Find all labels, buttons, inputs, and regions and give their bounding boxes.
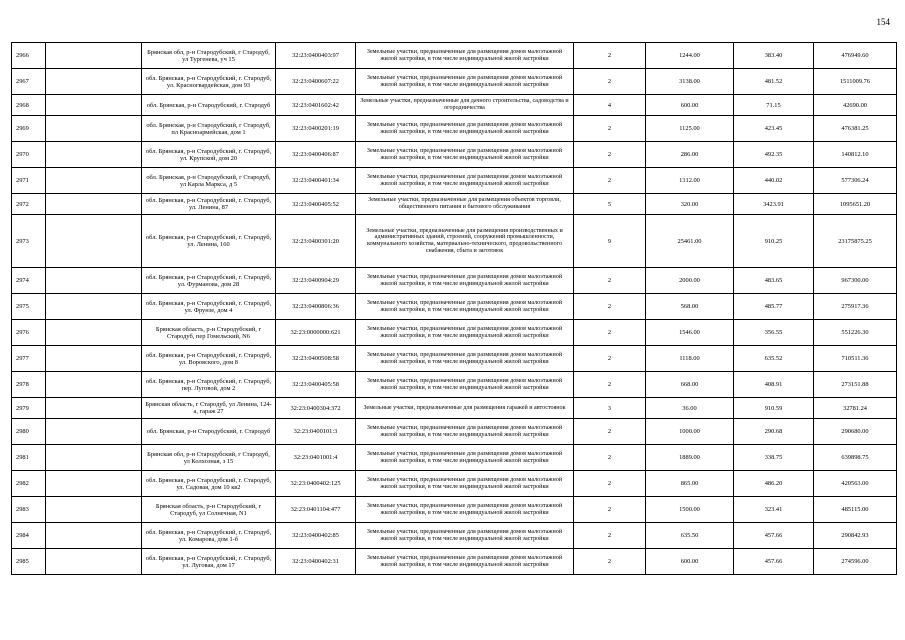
specific-value-cell: 486.20: [734, 471, 814, 497]
row-number: 2968: [12, 95, 46, 116]
cadastral-value-cell: 290680.00: [814, 419, 897, 445]
cadastral-number-cell: 32:23:0400806:36: [276, 294, 356, 320]
address-cell: обл. Брянская, р-н Стародубский, г. Стародуб, ул. Воровского, дом 8: [142, 346, 276, 372]
cadastral-value-cell: 274596.00: [814, 549, 897, 575]
blank-cell: [46, 95, 142, 116]
address-cell: обл. Брянская, р-н Стародубский, г Стародуб, ул Карла Маркса, д 5: [142, 168, 276, 194]
permitted-use-cell: Земельные участки, предназначенные для размещения домов малоэтажной жилой застройки, в том числе индивидуальной жилой застройки: [356, 294, 574, 320]
permitted-use-cell: Земельные участки, предназначенные для дачного строительства, садоводства и огородничества: [356, 95, 574, 116]
blank-cell: [46, 320, 142, 346]
specific-value-cell: 635.52: [734, 346, 814, 372]
cadastral-number-cell: 32:23:0400904:29: [276, 268, 356, 294]
row-number: 2981: [12, 445, 46, 471]
blank-cell: [46, 419, 142, 445]
cadastral-number-cell: 32:23:0400508:58: [276, 346, 356, 372]
area-cell: 36.00: [646, 398, 734, 419]
blank-cell: [46, 549, 142, 575]
table-row: [12, 346, 897, 372]
category-cell: 2: [574, 168, 646, 194]
specific-value-cell: 492.35: [734, 142, 814, 168]
cadastral-number-cell: 32:23:0400405:52: [276, 194, 356, 215]
blank-cell: [46, 116, 142, 142]
permitted-use-cell: Земельные участки, предназначенные для размещения домов малоэтажной жилой застройки, в том числе индивидуальной жилой застройки: [356, 445, 574, 471]
specific-value-cell: 383.40: [734, 43, 814, 69]
permitted-use-cell: Земельные участки, предназначенные для размещения производственных и административных зданий, строений, сооружений промышленности, коммунального хозяйства, материально-технического, продовольственного снабжения, сбыта и заготовок: [356, 215, 574, 268]
table-row: [12, 95, 897, 116]
table-row: [12, 194, 897, 215]
cadastral-value-cell: 32781.24: [814, 398, 897, 419]
cadastral-value-cell: 42690.00: [814, 95, 897, 116]
cadastral-value-cell: 420563.00: [814, 471, 897, 497]
cadastral-value-cell: 577306.24: [814, 168, 897, 194]
table-row: [12, 549, 897, 575]
table-row: [12, 419, 897, 445]
specific-value-cell: 910.25: [734, 215, 814, 268]
address-cell: обл. Брянская, р-н Стародубский, г. Стародуб, ул. Крупской, дом 20: [142, 142, 276, 168]
area-cell: 600.00: [646, 549, 734, 575]
address-cell: обл. Брянская, р-н Стародубский, г. Стародуб, ул. Ленина, 87: [142, 194, 276, 215]
category-cell: 2: [574, 471, 646, 497]
permitted-use-cell: Земельные участки, предназначенные для размещения домов малоэтажной жилой застройки, в том числе индивидуальной жилой застройки: [356, 320, 574, 346]
row-number: 2966: [12, 43, 46, 69]
permitted-use-cell: Земельные участки, предназначенные для размещения домов малоэтажной жилой застройки, в том числе индивидуальной жилой застройки: [356, 523, 574, 549]
cadastral-value-cell: 1095651.20: [814, 194, 897, 215]
table-row: [12, 398, 897, 419]
table-row: [12, 268, 897, 294]
row-number: 2977: [12, 346, 46, 372]
permitted-use-cell: Земельные участки, предназначенные для размещения домов малоэтажной жилой застройки, в том числе индивидуальной жилой застройки: [356, 43, 574, 69]
cadastral-number-cell: 32:23:0401104:477: [276, 497, 356, 523]
address-cell: обл. Брянская, р-н Стародубский, г. Стародуб, пер. Луговой, дом 2: [142, 372, 276, 398]
cadastral-number-cell: 32:23:0400101:3: [276, 419, 356, 445]
permitted-use-cell: Земельные участки, предназначенные для размещения объектов торговли, общественного питания и бытового обслуживания: [356, 194, 574, 215]
category-cell: 9: [574, 215, 646, 268]
table-row: [12, 445, 897, 471]
specific-value-cell: 71.15: [734, 95, 814, 116]
permitted-use-cell: Земельные участки, предназначенные для размещения домов малоэтажной жилой застройки, в том числе индивидуальной жилой застройки: [356, 471, 574, 497]
address-cell: Брянская обл, р-н Стародубский, г Стародуб, ул Колхозная, з 15: [142, 445, 276, 471]
category-cell: 2: [574, 445, 646, 471]
cadastral-number-cell: 32:23:0400405:58: [276, 372, 356, 398]
specific-value-cell: 408.91: [734, 372, 814, 398]
area-cell: 1244.00: [646, 43, 734, 69]
cadastral-value-cell: 476381.25: [814, 116, 897, 142]
row-number: 2970: [12, 142, 46, 168]
land-registry-table: [11, 42, 897, 575]
cadastral-value-cell: 551226.30: [814, 320, 897, 346]
specific-value-cell: 440.02: [734, 168, 814, 194]
category-cell: 2: [574, 320, 646, 346]
category-cell: 2: [574, 43, 646, 69]
area-cell: 25461.00: [646, 215, 734, 268]
category-cell: 2: [574, 549, 646, 575]
row-number: 2969: [12, 116, 46, 142]
permitted-use-cell: Земельные участки, предназначенные для размещения домов малоэтажной жилой застройки, в том числе индивидуальной жилой застройки: [356, 419, 574, 445]
address-cell: обл. Брянская, р-н Стародубский, г. Стародуб, ул. Фурманова, дом 28: [142, 268, 276, 294]
area-cell: 668.00: [646, 372, 734, 398]
blank-cell: [46, 372, 142, 398]
row-number: 2980: [12, 419, 46, 445]
cadastral-value-cell: 290842.93: [814, 523, 897, 549]
row-number: 2975: [12, 294, 46, 320]
category-cell: 4: [574, 95, 646, 116]
blank-cell: [46, 215, 142, 268]
blank-cell: [46, 445, 142, 471]
permitted-use-cell: Земельные участки, предназначенные для размещения домов малоэтажной жилой застройки, в том числе индивидуальной жилой застройки: [356, 268, 574, 294]
area-cell: 2000.00: [646, 268, 734, 294]
cadastral-number-cell: 32:23:0401001:4: [276, 445, 356, 471]
category-cell: 3: [574, 398, 646, 419]
category-cell: 5: [574, 194, 646, 215]
row-number: 2982: [12, 471, 46, 497]
address-cell: обл. Брянская, р-н Стародубский, г. Стародуб, ул. Луговая, дом 17: [142, 549, 276, 575]
address-cell: Брянская обл, р-н Стародубский, г Стародуб, ул Тургенева, уч 15: [142, 43, 276, 69]
table-row: [12, 69, 897, 95]
table-row: [12, 523, 897, 549]
permitted-use-cell: Земельные участки, предназначенные для размещения домов малоэтажной жилой застройки, в том числе индивидуальной жилой застройки: [356, 69, 574, 95]
specific-value-cell: 3423.91: [734, 194, 814, 215]
table-row: [12, 215, 897, 268]
blank-cell: [46, 398, 142, 419]
address-cell: обл. Брянская, р-н Стародубский, г. Стародуб, ул. Красногвардейская, дом 93: [142, 69, 276, 95]
blank-cell: [46, 168, 142, 194]
specific-value-cell: 910.59: [734, 398, 814, 419]
area-cell: 1312.00: [646, 168, 734, 194]
cadastral-value-cell: 485115.00: [814, 497, 897, 523]
category-cell: 2: [574, 268, 646, 294]
blank-cell: [46, 523, 142, 549]
cadastral-number-cell: 32:23:0400304:372: [276, 398, 356, 419]
category-cell: 2: [574, 294, 646, 320]
area-cell: 3138.00: [646, 69, 734, 95]
address-cell: обл. Брянская, р-н Стародубский, г. Стародуб, ул. Садовая, дом 10 кв2: [142, 471, 276, 497]
cadastral-value-cell: 140812.10: [814, 142, 897, 168]
area-cell: 1118.00: [646, 346, 734, 372]
row-number: 2979: [12, 398, 46, 419]
permitted-use-cell: Земельные участки, предназначенные для размещения домов малоэтажной жилой застройки, в том числе индивидуальной жилой застройки: [356, 346, 574, 372]
area-cell: 1889.00: [646, 445, 734, 471]
category-cell: 2: [574, 116, 646, 142]
table-row: [12, 471, 897, 497]
area-cell: 568.00: [646, 294, 734, 320]
specific-value-cell: 356.55: [734, 320, 814, 346]
table-row: [12, 168, 897, 194]
permitted-use-cell: Земельные участки, предназначенные для размещения домов малоэтажной жилой застройки, в том числе индивидуальной жилой застройки: [356, 549, 574, 575]
table-row: [12, 320, 897, 346]
cadastral-number-cell: 32:23:0400402:85: [276, 523, 356, 549]
cadastral-value-cell: 710511.36: [814, 346, 897, 372]
cadastral-number-cell: 32:23:0400406:87: [276, 142, 356, 168]
row-number: 2985: [12, 549, 46, 575]
permitted-use-cell: Земельные участки, предназначенные для размещения домов малоэтажной жилой застройки, в том числе индивидуальной жилой застройки: [356, 497, 574, 523]
permitted-use-cell: Земельные участки, предназначенные для размещения гаражей и автостоянок: [356, 398, 574, 419]
area-cell: 600.00: [646, 95, 734, 116]
cadastral-value-cell: 1511009.76: [814, 69, 897, 95]
cadastral-number-cell: 32:23:0400402:31: [276, 549, 356, 575]
row-number: 2984: [12, 523, 46, 549]
cadastral-value-cell: 23175875.25: [814, 215, 897, 268]
cadastral-number-cell: 32:23:0400402:125: [276, 471, 356, 497]
blank-cell: [46, 194, 142, 215]
category-cell: 2: [574, 497, 646, 523]
permitted-use-cell: Земельные участки, предназначенные для размещения домов малоэтажной жилой застройки, в том числе индивидуальной жилой застройки: [356, 168, 574, 194]
permitted-use-cell: Земельные участки, предназначенные для размещения домов малоэтажной жилой застройки, в том числе индивидуальной жилой застройки: [356, 372, 574, 398]
table-row: [12, 43, 897, 69]
category-cell: 2: [574, 419, 646, 445]
cadastral-number-cell: 32:23:0401602:42: [276, 95, 356, 116]
address-cell: Брянская область, р-н Стародубский, г Стародуб, пер Гомельский, N6: [142, 320, 276, 346]
category-cell: 2: [574, 372, 646, 398]
area-cell: 286.00: [646, 142, 734, 168]
cadastral-value-cell: 639898.75: [814, 445, 897, 471]
row-number: 2972: [12, 194, 46, 215]
table-row: [12, 372, 897, 398]
specific-value-cell: 457.66: [734, 549, 814, 575]
address-cell: обл. Брянская, р-н Стародубский, г. Стародуб: [142, 419, 276, 445]
row-number: 2967: [12, 69, 46, 95]
area-cell: 1125.00: [646, 116, 734, 142]
blank-cell: [46, 69, 142, 95]
blank-cell: [46, 471, 142, 497]
permitted-use-cell: Земельные участки, предназначенные для размещения домов малоэтажной жилой застройки, в том числе индивидуальной жилой застройки: [356, 116, 574, 142]
specific-value-cell: 483.65: [734, 268, 814, 294]
cadastral-number-cell: 32:23:0000000:621: [276, 320, 356, 346]
table-row: [12, 142, 897, 168]
row-number: 2983: [12, 497, 46, 523]
row-number: 2971: [12, 168, 46, 194]
row-number: 2973: [12, 215, 46, 268]
row-number: 2974: [12, 268, 46, 294]
page-number: 154: [876, 17, 890, 27]
cadastral-number-cell: 32:23:0400301:20: [276, 215, 356, 268]
table-row: [12, 116, 897, 142]
area-cell: 1500.00: [646, 497, 734, 523]
cadastral-value-cell: 275917.36: [814, 294, 897, 320]
area-cell: 635.50: [646, 523, 734, 549]
cadastral-value-cell: 476949.60: [814, 43, 897, 69]
permitted-use-cell: Земельные участки, предназначенные для размещения домов малоэтажной жилой застройки, в том числе индивидуальной жилой застройки: [356, 142, 574, 168]
address-cell: Брянская область, г Стародуб, ул Ленина, 124-а, гараж 27: [142, 398, 276, 419]
blank-cell: [46, 346, 142, 372]
specific-value-cell: 290.68: [734, 419, 814, 445]
cadastral-number-cell: 32:23:0400607:22: [276, 69, 356, 95]
cadastral-value-cell: 273151.88: [814, 372, 897, 398]
category-cell: 2: [574, 142, 646, 168]
blank-cell: [46, 43, 142, 69]
row-number: 2978: [12, 372, 46, 398]
blank-cell: [46, 142, 142, 168]
row-number: 2976: [12, 320, 46, 346]
specific-value-cell: 485.77: [734, 294, 814, 320]
address-cell: обл. Брянская, р-н Стародубский, г. Стародуб: [142, 95, 276, 116]
blank-cell: [46, 268, 142, 294]
category-cell: 2: [574, 523, 646, 549]
blank-cell: [46, 497, 142, 523]
address-cell: обл. Брянская, р-н Стародубский, г. Стародуб, ул. Комарова, дом 1-б: [142, 523, 276, 549]
area-cell: 320.00: [646, 194, 734, 215]
table-body: [12, 43, 897, 575]
specific-value-cell: 481.52: [734, 69, 814, 95]
table-row: [12, 294, 897, 320]
cadastral-value-cell: 967300.00: [814, 268, 897, 294]
area-cell: 865.00: [646, 471, 734, 497]
specific-value-cell: 338.75: [734, 445, 814, 471]
address-cell: Брянская область, р-н Стародубский, г Стародуб, ул Солнечная, N1: [142, 497, 276, 523]
specific-value-cell: 423.45: [734, 116, 814, 142]
address-cell: обл. Брянская, р-н Стародубский, г. Стародуб, ул. Ленина, 160: [142, 215, 276, 268]
blank-cell: [46, 294, 142, 320]
address-cell: обл. Брянская, р-н Стародубский, г. Стародуб, ул. Фрунзе, дом 4: [142, 294, 276, 320]
specific-value-cell: 323.41: [734, 497, 814, 523]
address-cell: обл. Брянская, р-н Стародубский, г Стародуб, пл Красноармейская, дом 1: [142, 116, 276, 142]
area-cell: 1546.00: [646, 320, 734, 346]
category-cell: 2: [574, 69, 646, 95]
cadastral-number-cell: 32:23:0400201:19: [276, 116, 356, 142]
table-row: [12, 497, 897, 523]
cadastral-number-cell: 32:23:0400401:34: [276, 168, 356, 194]
specific-value-cell: 457.66: [734, 523, 814, 549]
category-cell: 2: [574, 346, 646, 372]
cadastral-number-cell: 32:23:0400403:97: [276, 43, 356, 69]
area-cell: 1000.00: [646, 419, 734, 445]
